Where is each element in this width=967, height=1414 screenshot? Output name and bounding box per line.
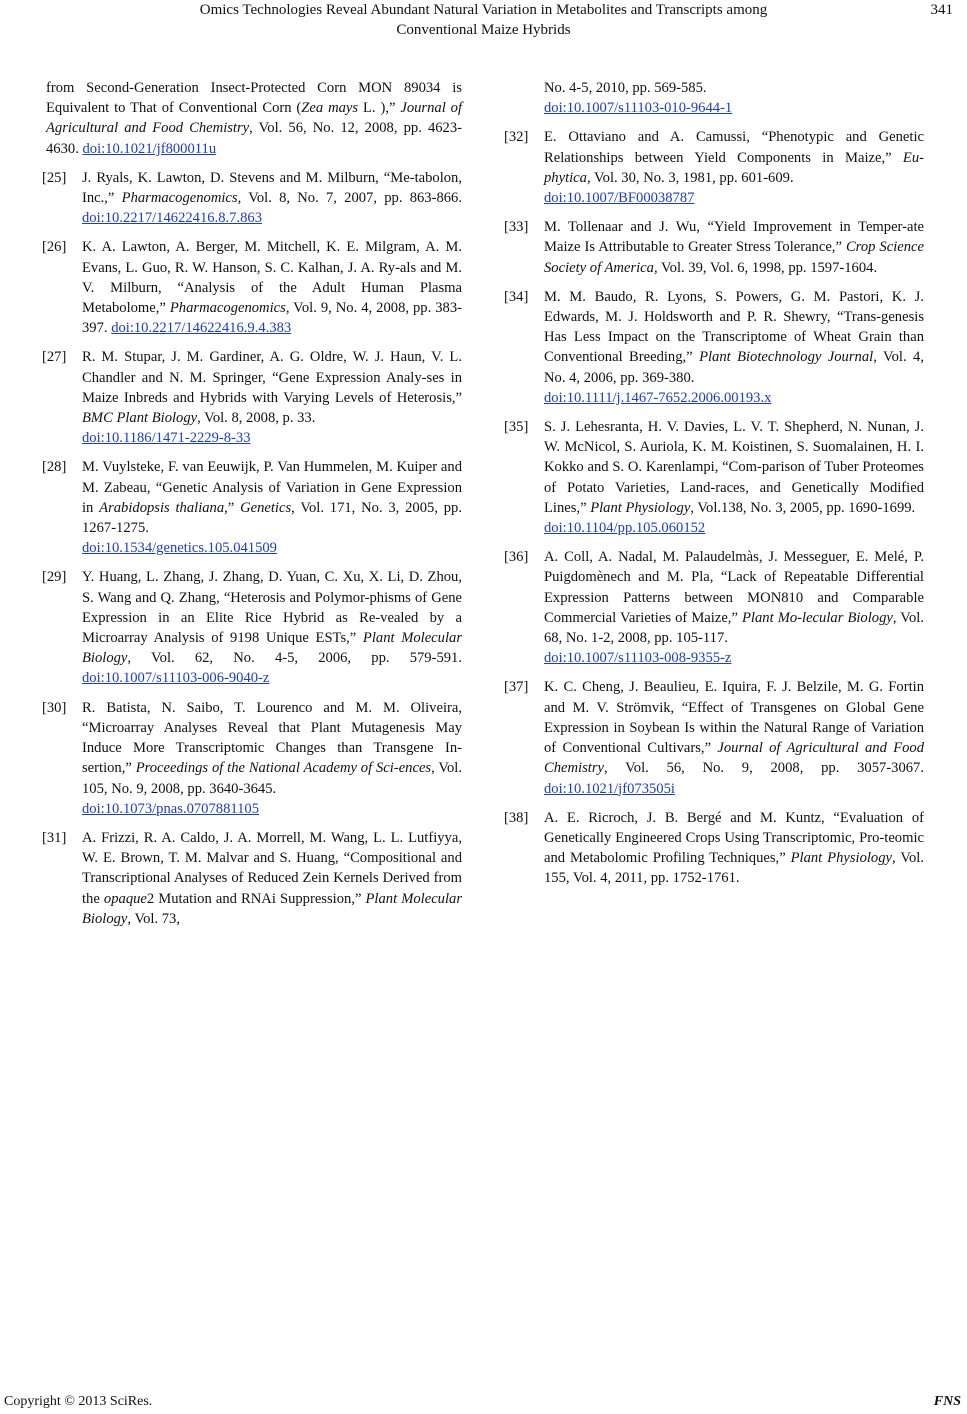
reference-29: [29] Y. Huang, L. Zhang, J. Zhang, D. Yuan, C. Xu, X. Li, D. Zhou, S. Wang and Q. Zhang, “Heterosis and Polymor-phisms of Gene Expression in an Elite Rice Hybrid as Re-vealed by a Microarray Analysis of 9198 Unique ESTs,” Plant Molecular Biology, Vol. 62, No. 4-5, 2006, pp. 579-591. doi:10.1007/s11103-006-9040-z [42, 569, 462, 687]
reference-number: [32] [504, 129, 529, 146]
reference-34: [34] M. M. Baudo, R. Lyons, S. Powers, G. M. Pastori, K. J. Edwards, M. J. Holdsworth and P. R. Shewry, “Trans-genesis Has Less Impact on the Transcriptome of Wheat Grain than Conventional Breeding,” Plant Biotechnology Journal, Vol. 4, No. 4, 2006, pp. 369-380. doi:10.1111/j.1467-7652.2006.00193.x [504, 287, 924, 408]
reference-27: [27] R. M. Stupar, J. M. Gardiner, A. G. Oldre, W. J. Haun, V. L. Chandler and N. M. Springer, “Gene Expression Analy-ses in Maize Inbreds and Hybrids with Varying Levels of Heterosis,” BMC Plant Biology, Vol. 8, 2008, p. 33. doi:10.1186/1471-2229-8-33 [42, 347, 462, 448]
reference-number: [27] [42, 349, 67, 366]
running-header [0, 0, 967, 40]
reference-32: [32] E. Ottaviano and A. Camussi, “Phenotypic and Genetic Relationships between Yield Components in Maize,” Eu-phytica, Vol. 30, No. 3, 1981, pp. 601-609. doi:10.1007/BF00038787 [504, 127, 924, 208]
doi-link[interactable]: doi:10.2217/14622416.9.4.383 [111, 320, 292, 337]
page-footer [0, 1392, 967, 1412]
copyright-notice: Copyright © 2013 SciRes. [4, 1394, 153, 1409]
reference-31: [31] A. Frizzi, R. A. Caldo, J. A. Morrell, M. Wang, L. L. Lutfiyya, W. E. Brown, T. M. Malvar and S. Huang, “Compositional and Transcriptional Analyses of Reduced Zein Kernels Derived from the opaque2 Mutation and RNAi Suppression,” Plant Molecular Biology, Vol. 73, [42, 829, 463, 927]
reference-number: [30] [42, 699, 67, 716]
reference-number: [26] [42, 239, 67, 256]
reference-number: [33] [504, 219, 529, 236]
reference-28: [28] M. Vuylsteke, F. van Eeuwijk, P. Van Hummelen, M. Kuiper and M. Zabeau, “Genetic Analysis of Variation in Gene Expression in Arabidopsis thaliana,” Genetics, Vol. 171, No. 3, 2005, pp. 1267-1275. doi:10.1534/genetics.105.041509 [42, 457, 462, 558]
reference-number: [35] [504, 419, 529, 436]
doi-link[interactable]: doi:10.1007/BF00038787 [544, 190, 695, 207]
right-column [504, 78, 924, 898]
reference-number: [34] [504, 288, 529, 305]
reference-37: [37] K. C. Cheng, J. Beaulieu, E. Iquira, F. J. Belzile, M. G. Fortin and M. V. Strömvik, “Effect of Transgenes on Global Gene Expression in Soybean Is within the Natural Range of Variation of Conventional Cultivars,” Journal of Agricultural and Food Chemistry, Vol. 56, No. 9, 2008, pp. 3057-3067. doi:10.1021/jf073505i [504, 679, 925, 797]
doi-link[interactable]: doi:10.1534/genetics.105.041509 [82, 540, 277, 557]
reference-number: [38] [504, 809, 529, 826]
doi-link[interactable]: doi:10.1021/jf800011u [82, 140, 217, 157]
doi-link[interactable]: doi:10.1021/jf073505i [544, 780, 675, 797]
reference-number: [36] [504, 549, 529, 566]
doi-link[interactable]: doi:10.1007/s11103-006-9040-z [82, 670, 270, 687]
doi-link[interactable]: doi:10.1073/pnas.0707881105 [82, 800, 260, 817]
doi-link[interactable]: doi:10.1111/j.1467-7652.2006.00193.x [544, 389, 772, 406]
doi-link[interactable]: doi:10.1186/1471-2229-8-33 [82, 430, 251, 447]
reference-33: [33] M. Tollenaar and J. Wu, “Yield Improvement in Temper-ate Maize Is Attributable to Greater Stress Tolerance,” Crop Science Society of America, Vol. 39, Vol. 6, 1998, pp. 1597-1604. [504, 219, 924, 276]
reference-26: [26] K. A. Lawton, A. Berger, M. Mitchell, K. E. Milgram, A. M. Evans, L. Guo, R. W. Hanson, S. C. Kalhan, J. A. Ry-als and M. V. Milburn, “Analysis of the Adult Human Plasma Metabolome,” Pharmacogenomics, Vol. 9, No. 4, 2008, pp. 383-397. doi:10.2217/14622416.9.4.383 [42, 239, 462, 337]
doi-link[interactable]: doi:10.1007/s11103-008-9355-z [544, 650, 732, 667]
reference-36: [36] A. Coll, A. Nadal, M. Palaudelmàs, J. Messeguer, E. Melé, P. Puigdomènech and M. Pla, “Lack of Repeatable Differential Expression Patterns between MON810 and Comparable Commercial Varieties of Maize,” Plant Mo-lecular Biology, Vol. 68, No. 1-2, 2008, pp. 105-117. doi:10.1007/s11103-008-9355-z [504, 547, 924, 668]
reference-number: [28] [42, 459, 67, 476]
doi-link[interactable]: doi:10.2217/14622416.8.7.863 [82, 210, 262, 227]
reference-31-continued: No. 4-5, 2010, pp. 569-585. doi:10.1007/s11103-010-9644-1 [504, 78, 924, 118]
reference-number: [29] [42, 569, 67, 586]
reference-35: [35] S. J. Lehesranta, H. V. Davies, L. V. T. Shepherd, N. Nunan, J. W. McNicol, S. Auriola, K. M. Koistinen, S. Suomalainen, H. I. Kokko and S. O. Karenlampi, “Com-parison of Tuber Proteomes of Potato Varieties, Land-races, and Genetically Modified Lines,” Plant Physiology, Vol.138, No. 3, 2005, pp. 1690-1699. doi:10.1104/pp.105.060152 [504, 417, 924, 538]
page-number: 341 [930, 2, 953, 18]
journal-abbreviation: FNS [933, 1394, 961, 1409]
reference-30: [30] R. Batista, N. Saibo, T. Lourenco and M. M. Oliveira, “Microarray Analyses Reveal that Plant Mutagenesis May Induce More Transcriptomic Changes than Transgene In-sertion,” Proceedings of the National Academy of Sci-ences, Vol. 105, No. 9, 2008, pp. 3640-3645. doi:10.1073/pnas.0707881105 [42, 698, 462, 819]
running-title-line-1: Omics Technologies Reveal Abundant Natural Variation in Metabolites and Transcripts among [199, 2, 768, 18]
doi-link[interactable]: doi:10.1007/s11103-010-9644-1 [544, 100, 733, 117]
reference-25: [25] J. Ryals, K. Lawton, D. Stevens and M. Milburn, “Me-tabolon, Inc.,” Pharmacogenomics, Vol. 8, No. 7, 2007, pp. 863-866. doi:10.2217/14622416.8.7.863 [42, 169, 463, 227]
reference-number: [31] [42, 829, 67, 846]
left-column [42, 78, 462, 938]
reference-number: [25] [42, 169, 67, 186]
reference-number: [37] [504, 679, 529, 696]
doi-link[interactable]: doi:10.1104/pp.105.060152 [544, 520, 706, 537]
reference-24-continued: from Second-Generation Insect-Protected Corn MON 89034 is Equivalent to That of Conventional Corn (Zea mays L. ),” Journal of Agricultural and Food Chemistry, Vol. 56, No. 12, 2008, pp. 4623-4630. doi:10.1021/jf800011u [46, 80, 462, 157]
reference-38: [38] A. E. Ricroch, J. B. Bergé and M. Kuntz, “Evaluation of Genetically Engineered Crops Using Transcriptomic, Pro-teomic and Metabolomic Profiling Techniques,” Plant Physiology, Vol. 155, Vol. 4, 2011, pp. 1752-1761. [504, 809, 924, 887]
running-title-line-2: Conventional Maize Hybrids [396, 22, 571, 38]
